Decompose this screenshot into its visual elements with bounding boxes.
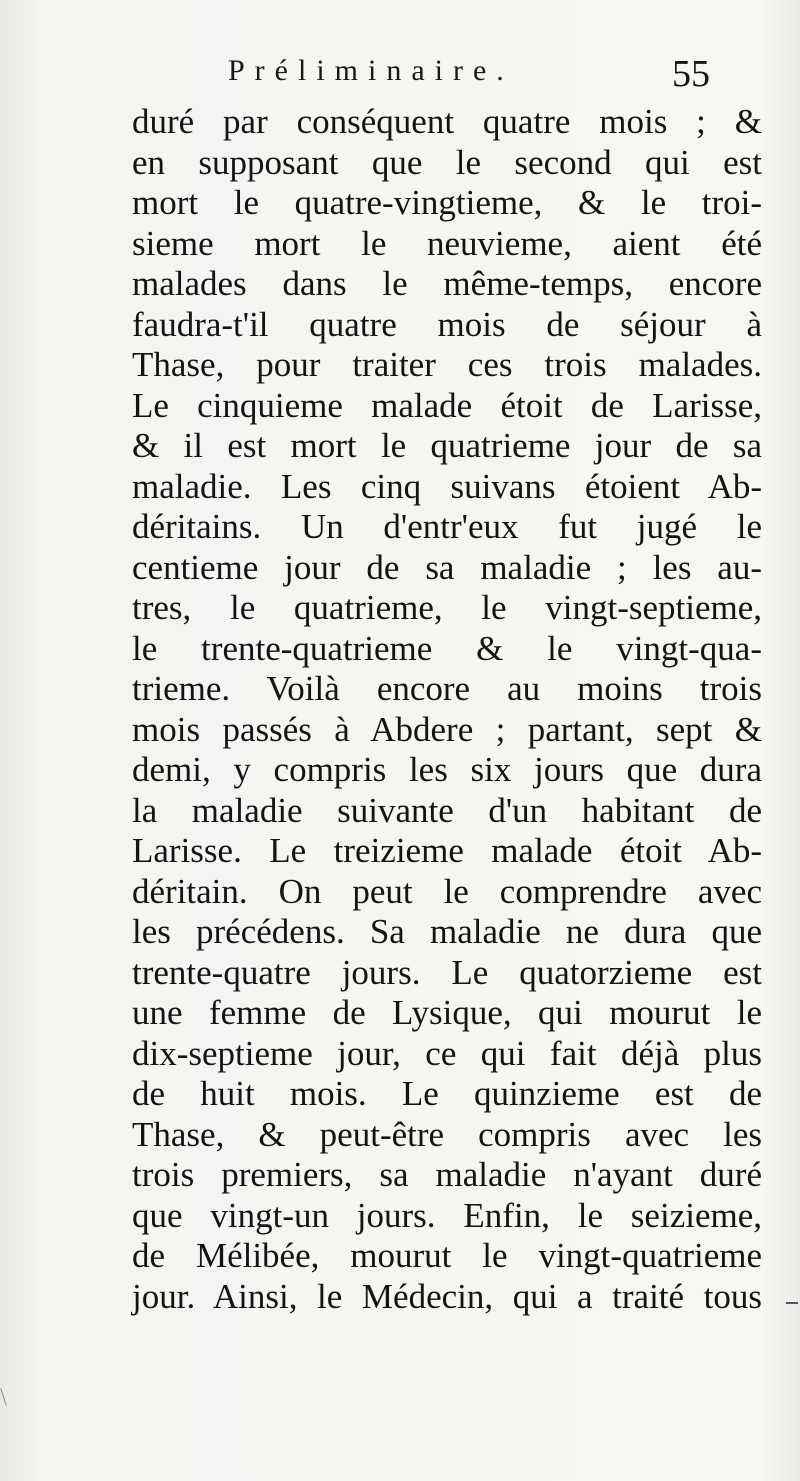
text-line: de huit mois. Le quinzieme est de xyxy=(132,1074,762,1113)
text-line: trente-quatre jours. Le quatorzieme est xyxy=(132,952,762,992)
text-line: que vingt-un jours. Enfin, le seizieme, xyxy=(132,1195,762,1235)
running-head: Préliminaire. xyxy=(228,54,514,87)
text-line: trieme. Voilà encore au moins trois xyxy=(132,669,762,708)
text-line: duré par conséquent quatre mois ; & xyxy=(132,102,762,141)
text-line: dix-septieme jour, ce qui fait déjà plus xyxy=(132,1033,762,1073)
text-line: la maladie suivante d'un habitant de xyxy=(132,790,762,830)
text-line: le trente-quatrieme & le vingt-qua- xyxy=(132,628,762,668)
text-line: déritains. Un d'entr'eux fut jugé le xyxy=(132,507,762,546)
text-line: & il est mort le quatrieme jour de sa xyxy=(132,426,762,465)
page-number: 55 xyxy=(672,53,710,95)
text-line: une femme de Lysique, qui mourut le xyxy=(132,993,762,1032)
text-line: en supposant que le second qui est xyxy=(132,142,762,182)
text-line: jour. Ainsi, le Médecin, qui a traité tous xyxy=(132,1276,762,1316)
text-line: faudra-t'il quatre mois de séjour à xyxy=(132,304,762,344)
text-line: déritain. On peut le comprendre avec xyxy=(132,871,762,911)
text-line: centieme jour de sa maladie ; les au- xyxy=(132,547,762,587)
text-line: maladie. Les cinq suivans étoient Ab- xyxy=(132,466,762,506)
body-text xyxy=(132,102,762,1317)
text-line: tres, le quatrieme, le vingt-septieme, xyxy=(132,588,762,627)
text-line: mort le quatre-vingtieme, & le troi- xyxy=(132,183,762,222)
text-line: Larisse. Le treizieme malade étoit Ab- xyxy=(132,831,762,870)
text-line: trois premiers, sa maladie n'ayant duré xyxy=(132,1155,762,1194)
text-line: mois passés à Abdere ; partant, sept & xyxy=(132,709,762,749)
text-line: demi, y compris les six jours que dura xyxy=(132,750,762,789)
text-line: Le cinquieme malade étoit de Larisse, xyxy=(132,385,762,425)
margin-tick xyxy=(0,1388,7,1405)
margin-mark xyxy=(786,1302,798,1304)
text-line: sieme mort le neuvieme, aient été xyxy=(132,223,762,263)
text-line: Thase, pour traiter ces trois malades. xyxy=(132,345,762,384)
text-line: Thase, & peut-être compris avec les xyxy=(132,1114,762,1154)
text-line: de Mélibée, mourut le vingt-quatrieme xyxy=(132,1236,762,1275)
text-line: malades dans le même-temps, encore xyxy=(132,264,762,303)
text-line: les précédens. Sa maladie ne dura que xyxy=(132,912,762,951)
